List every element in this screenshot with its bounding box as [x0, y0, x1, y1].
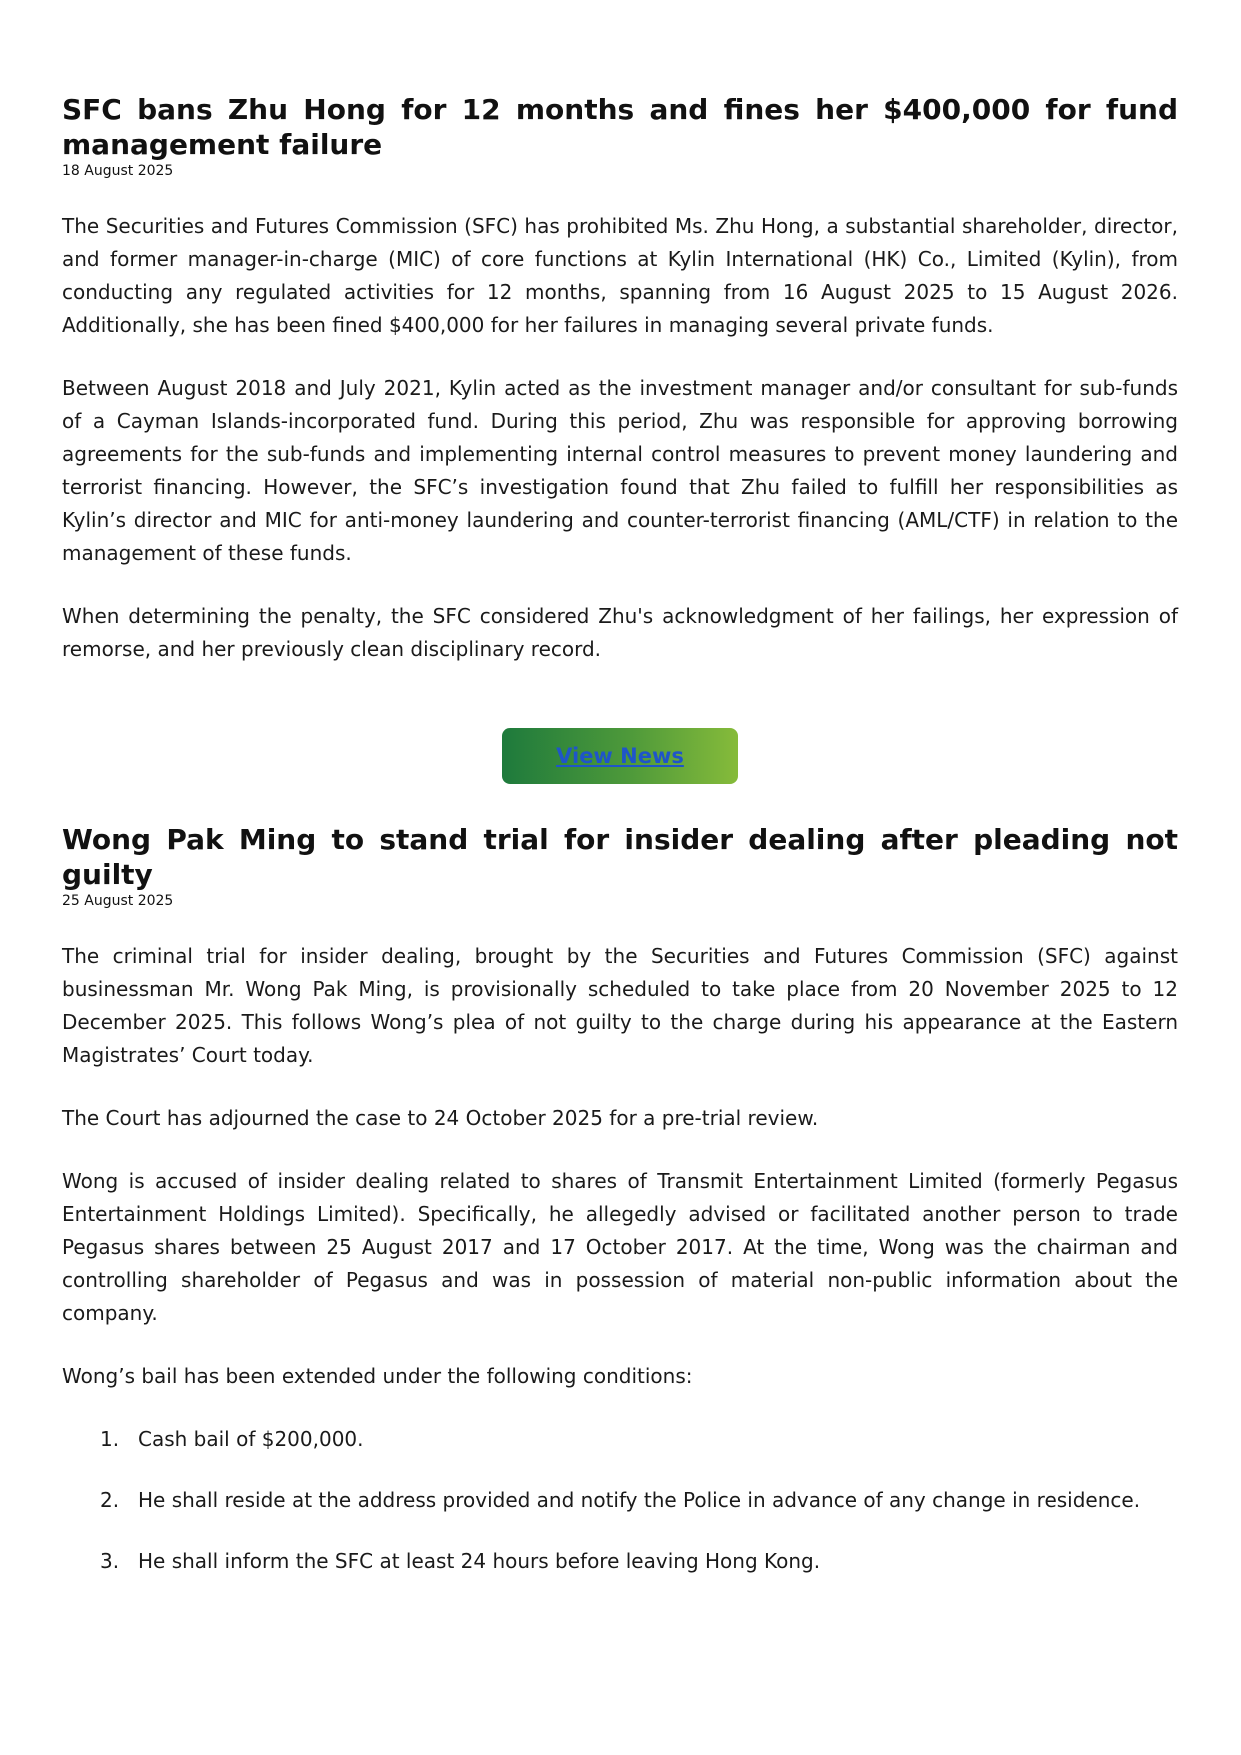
list-item-text: Cash bail of $200,000.: [138, 1427, 364, 1451]
article-date: 25 August 2025: [62, 893, 174, 909]
article-paragraph: Wong is accused of insider dealing related to shares of Transmit Entertainment Limited (formerly Pegasus Entertainment Holdings Limited). Specifically, he allegedly advised or facilitated another person to trade Pegasus shares between 25 August 2017 and 17 October 2017. At the time, Wong was the chairman and controlling shareholder of Pegasus and was in possession of material non-public information about the company.: [62, 1169, 1178, 1325]
view-news-button[interactable]: View News: [502, 728, 738, 784]
article-title: SFC bans Zhu Hong for 12 months and fines her $400,000 for fund management failure: [62, 93, 1178, 161]
list-item-number: 2.: [100, 1488, 120, 1512]
article-date: 18 August 2025: [62, 163, 174, 179]
article-title: Wong Pak Ming to stand trial for insider dealing after pleading not guilty: [62, 823, 1178, 891]
list-item: [62, 1545, 1178, 1578]
article-paragraph: Between August 2018 and July 2021, Kylin acted as the investment manager and/or consultant for sub-funds of a Cayman Islands-incorporated fund. During this period, Zhu was responsible for approving borrowing agreements for the sub-funds and implementing internal control measures to prevent money laundering and terrorist financing. However, the SFC’s investigation found that Zhu failed to fulfill her responsibilities as Kylin’s director and MIC for anti-money laundering and counter-terrorist financing (AML/CTF) in relation to the management of these funds.: [62, 376, 1178, 565]
list-item-number: 1.: [100, 1427, 120, 1451]
article-paragraph: When determining the penalty, the SFC considered Zhu's acknowledgment of her failings, her expression of remorse, and her previously clean disciplinary record.: [62, 604, 1178, 661]
list-item: [62, 1423, 1178, 1456]
button-row: [62, 728, 1178, 784]
article-paragraph: The Securities and Futures Commission (SFC) has prohibited Ms. Zhu Hong, a substantial shareholder, director, and former manager-in-charge (MIC) of core functions at Kylin International (HK) Co., Limited (Kylin), from conducting any regulated activities for 12 months, spanning from 16 August 2025 to 15 August 2026. Additionally, she has been fined $400,000 for her failures in managing several private funds.: [62, 214, 1178, 337]
article-paragraph: The Court has adjourned the case to 24 October 2025 for a pre-trial review.: [62, 1106, 819, 1130]
list-item: [62, 1484, 1178, 1517]
bail-conditions-list: [62, 1423, 1178, 1578]
list-item-text: He shall reside at the address provided and notify the Police in advance of any change in residence.: [138, 1488, 1141, 1512]
page: [62, 92, 1178, 1578]
list-item-number: 3.: [100, 1549, 120, 1573]
article-paragraph: The criminal trial for insider dealing, brought by the Securities and Futures Commission (SFC) against businessman Mr. Wong Pak Ming, is provisionally scheduled to take place from 20 November 2025 to 12 December 2025. This follows Wong’s plea of not guilty to the charge during his appearance at the Eastern Magistrates’ Court today.: [62, 944, 1178, 1067]
article-wong-pak-ming: [62, 822, 1178, 1578]
article-paragraph: Wong’s bail has been extended under the following conditions:: [62, 1364, 693, 1388]
article-zhu-hong: [62, 92, 1178, 784]
list-item-text: He shall inform the SFC at least 24 hours before leaving Hong Kong.: [138, 1549, 821, 1573]
